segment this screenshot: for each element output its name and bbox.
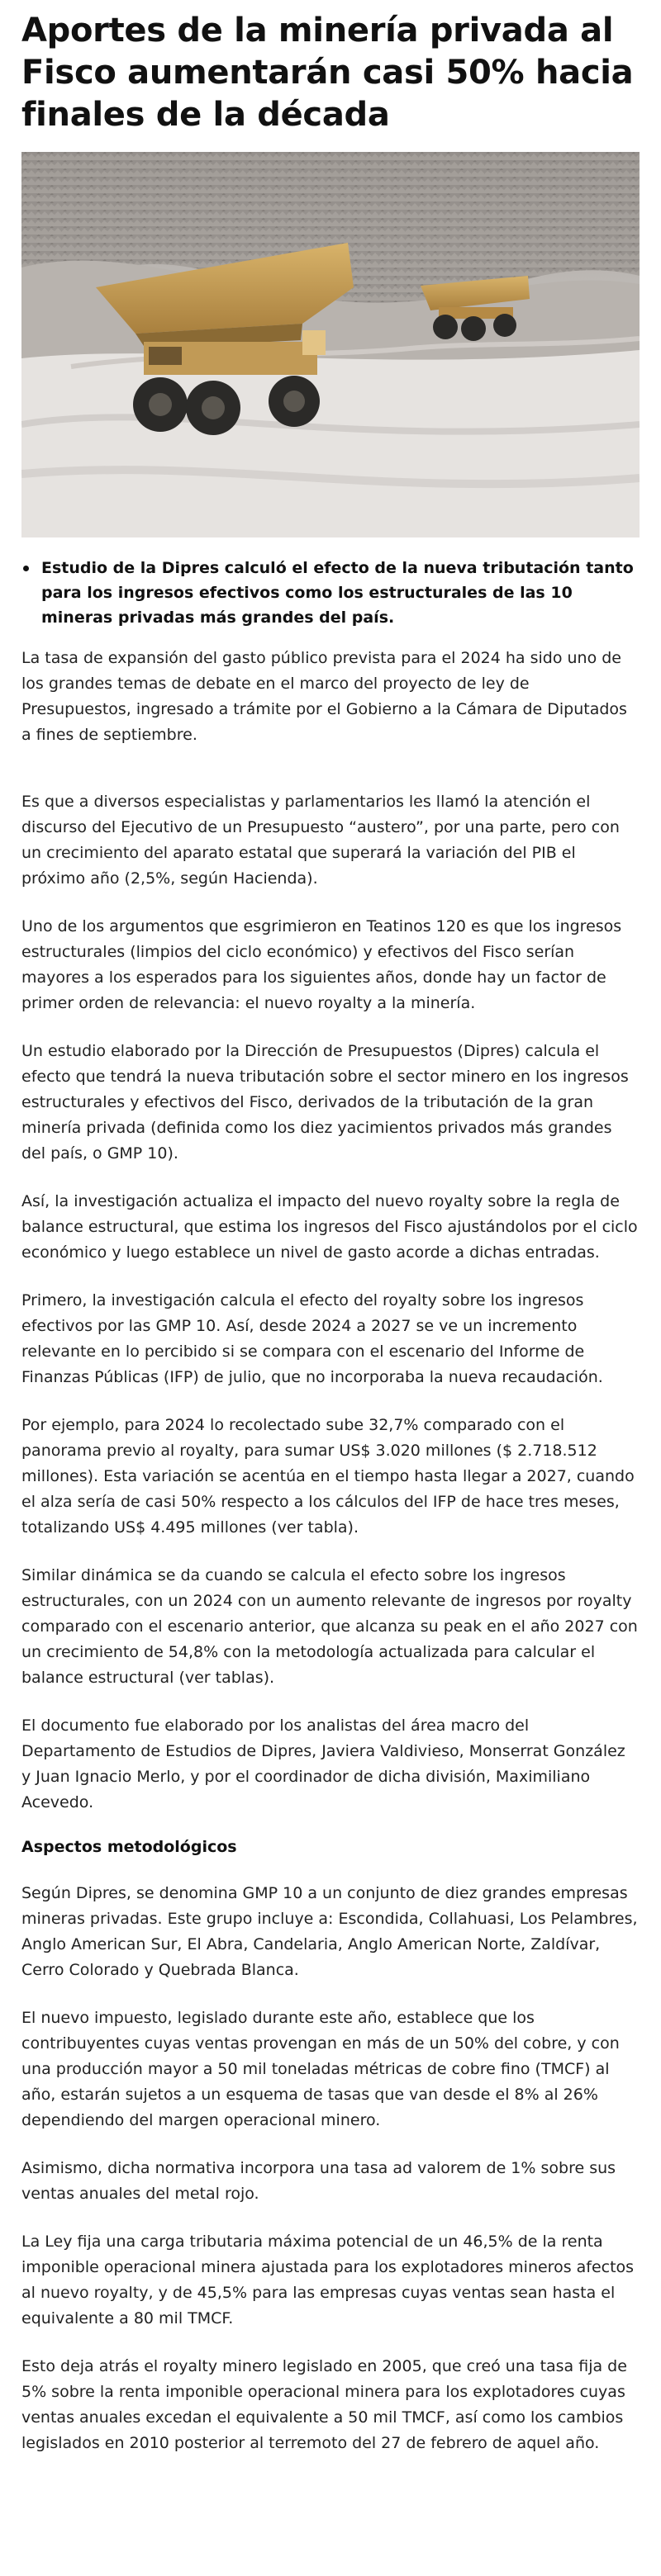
paragraph: Esto deja atrás el royalty minero legislado en 2005, que creó una tasa fija de 5% sobre la renta imponible operacional minera para los explotadores cuyas ventas anuales excedan el equivalente a 50 mil TMCF, así como los cambios legislados en 2010 posterior al terremoto del 27 de febrero de aquel año. bbox=[21, 2357, 627, 2452]
hero-photo bbox=[21, 152, 640, 537]
paragraph: Similar dinámica se da cuando se calcula el efecto sobre los ingresos estructurales, con un 2024 con un aumento relevante de ingresos por royalty comparado con el escenario anterior, que alcanza su peak en el año 2027 con un crecimiento de 54,8% con la metodología actualizada para calcular el balance estructural (ver tablas). bbox=[21, 1566, 638, 1687]
article-body bbox=[21, 646, 640, 2456]
paragraph: Así, la investigación actualiza el impacto del nuevo royalty sobre la regla de balance estructural, que estima los ingresos del Fisco ajustándolos por el ciclo económico y luego establece un nivel de gasto acorde a dichas entradas. bbox=[21, 1192, 638, 1262]
summary-item: Estudio de la Dipres calculó el efecto de la nueva tributación tanto para los ingresos efectivos como los estructurales de las 10 mineras privadas más grandes del país. bbox=[41, 556, 640, 630]
paragraph: Asimismo, dicha normativa incorpora una tasa ad valorem de 1% sobre sus ventas anuales del metal rojo. bbox=[21, 2159, 616, 2203]
paragraph: La tasa de expansión del gasto público prevista para el 2024 ha sido uno de los grandes temas de debate en el marco del proyecto de ley de Presupuestos, ingresado a trámite por el Gobierno a la Cámara de Diputados a fines de septiembre. bbox=[21, 649, 627, 744]
paragraph: La Ley fija una carga tributaria máxima potencial de un 46,5% de la renta imponible operacional minera ajustada para los explotadores mineros afectos al nuevo royalty, y de 45,5% para las empresas cuyas ventas sean hasta el equivalente a 80 mil TMCF. bbox=[21, 2233, 635, 2327]
section-heading: Aspectos metodológicos bbox=[21, 1838, 237, 1856]
mining-haul-trucks-photo-icon bbox=[21, 152, 640, 537]
paragraph: Es que a diversos especialistas y parlamentarios les llamó la atención el discurso del Ejecutivo de un Presupuesto “austero”, por una parte, pero con un crecimiento del aparato estatal que superará la variación del PIB el próximo año (2,5%, según Hacienda). bbox=[21, 793, 620, 888]
article-headline: Aportes de la minería privada al Fisco aumentarán casi 50% hacia finales de la década bbox=[21, 12, 634, 134]
paragraph: Por ejemplo, para 2024 lo recolectado sube 32,7% comparado con el panorama previo al royalty, para sumar US$ 3.020 millones ($ 2.718.512 millones). Esta variación se acentúa en el tiempo hasta llegar a 2027, cuando el alza sería de casi 50% respecto a los cálculos del IFP de hace tres meses, totalizando US$ 4.495 millones (ver tabla). bbox=[21, 1416, 635, 1537]
paragraph: El documento fue elaborado por los analistas del área macro del Departamento de Estudios de Dipres, Javiera Valdivieso, Monserrat González y Juan Ignacio Merlo, y por el coordinador de dicha división, Maximiliano Acevedo. bbox=[21, 1717, 625, 1811]
paragraph: Primero, la investigación calcula el efecto del royalty sobre los ingresos efectivos por las GMP 10. Así, desde 2024 a 2027 se ve un incremento relevante en lo percibido si se compara con el escenario del Informe de Finanzas Públicas (IFP) de julio, que no incorporaba la nueva recaudación. bbox=[21, 1291, 603, 1386]
paragraph: Según Dipres, se denomina GMP 10 a un conjunto de diez grandes empresas mineras privadas. Este grupo incluye a: Escondida, Collahuasi, Los Pelambres, Anglo American Sur, El Abra, Candelaria, Anglo American Norte, Zaldívar, Cerro Colorado y Quebrada Blanca. bbox=[21, 1884, 638, 1979]
article-summary-list bbox=[21, 556, 640, 630]
news-article bbox=[21, 0, 640, 2456]
paragraph: El nuevo impuesto, legislado durante este año, establece que los contribuyentes cuyas ventas provengan en más de un 50% del cobre, y con una producción mayor a 50 mil toneladas métricas de cobre fino (TMCF) al año, estarán sujetos a un esquema de tasas que van desde el 8% al 26% dependiendo del margen operacional minero. bbox=[21, 2009, 620, 2129]
paragraph: Un estudio elaborado por la Dirección de Presupuestos (Dipres) calcula el efecto que tendrá la nueva tributación sobre el sector minero en los ingresos estructurales y efectivos del Fisco, derivados de la tributación de la gran minería privada (definida como los diez yacimientos privados más grandes del país, o GMP 10). bbox=[21, 1042, 629, 1163]
paragraph: Uno de los argumentos que esgrimieron en Teatinos 120 es que los ingresos estructurales (limpios del ciclo económico) y efectivos del Fisco serían mayores a los esperados para los siguientes años, donde hay un factor de primer orden de relevancia: el nuevo royalty a la minería. bbox=[21, 917, 622, 1012]
